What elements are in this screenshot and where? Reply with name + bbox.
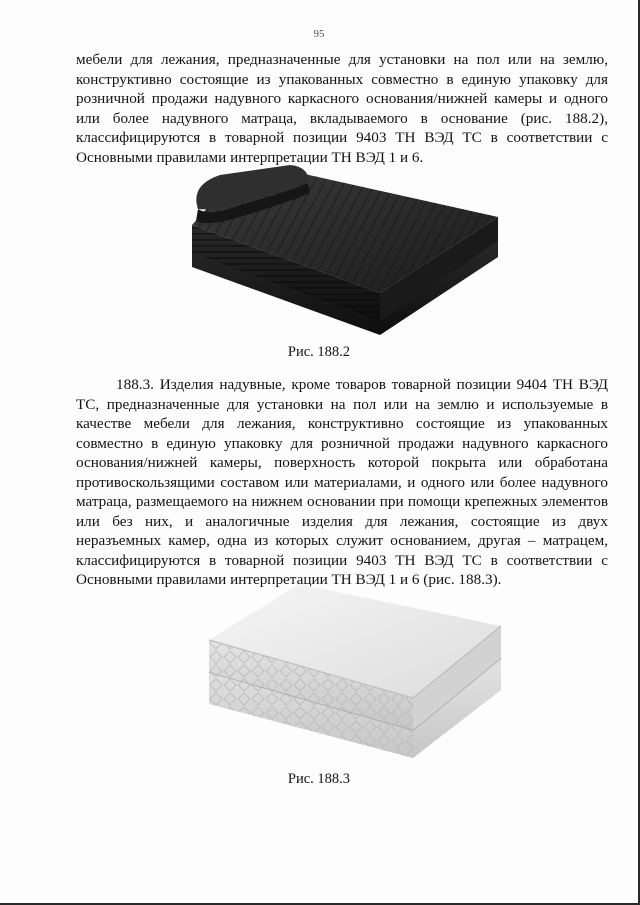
paragraph-continuation: мебели для лежания, предназначенные для установки на пол или на землю, конструктивно состоящие из упакованных совместно в единую упаковку для розничной продажи надувного каркасного основания/нижней камеры и одного или более надувного матраца, вкладываемого в основание (рис. 188.2), классифицируются в товарной позиции 9403 ТН ВЭД ТС в соответствии с Основными правилами интерпретации ТН ВЭД 1 и 6. <box>76 51 608 166</box>
figure-188-2-caption: Рис. 188.2 <box>287 344 351 360</box>
figure-188-3-caption: Рис. 188.3 <box>287 771 351 787</box>
figure-188-3-image <box>195 580 505 760</box>
figure-188-2-image <box>180 165 500 335</box>
paragraph-188-3: 188.3. Изделия надувные, кроме товаров товарной позиции 9404 ТН ВЭД ТС, предназначенные для установки на пол или на землю и используемые в качестве мебели для лежания, конструктивно состоящие из упакованных совместно в единую упаковку для розничной продажи надувного каркасного основания/нижней камеры, поверхность которой покрыта или обработана противоскользящими составом или материалами, и одного или более надувного матраца, размещаемого на нижнем основании при помощи крепежных элементов или без них, и аналогичные изделия для лежания, состоящие из двух неразъемных камер, одна из которых служит основанием, другая – матрацем, классифицируются в товарной позиции 9403 ТН ВЭД ТС в соответствии с Основными правилами интерпретации ТН ВЭД 1 и 6 (рис. 188.3). <box>76 376 608 588</box>
page-number: 95 <box>313 28 325 40</box>
